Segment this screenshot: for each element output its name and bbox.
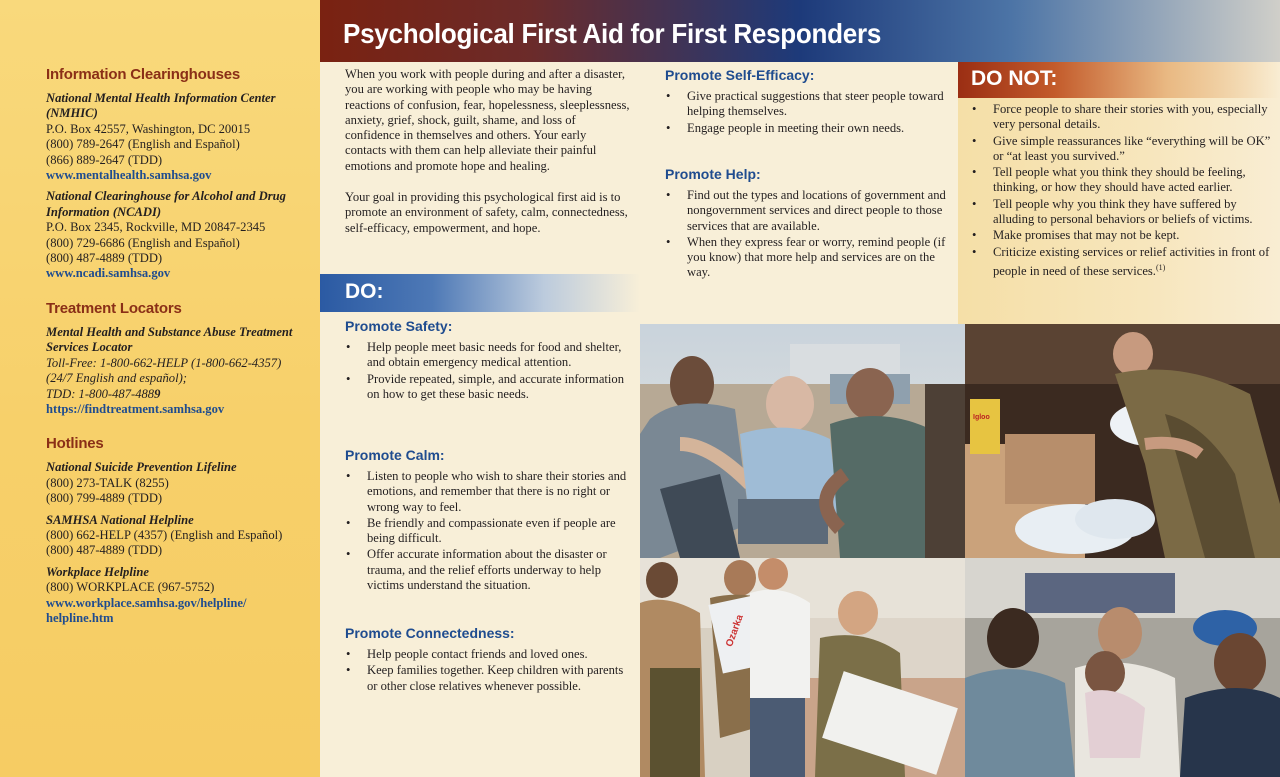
do-not-block xyxy=(971,102,1276,280)
section-title: Treatment Locators xyxy=(46,299,182,317)
footnote-marker: (1) xyxy=(1155,262,1166,272)
org-phone: (800) 789-2647 (English and Español) xyxy=(46,137,240,152)
list-item: • Be friendly and compassionate even if people are being difficult. xyxy=(345,516,635,547)
org-address: P.O. Box 2345, Rockville, MD 20847-2345 xyxy=(46,220,266,235)
do-column xyxy=(320,62,640,777)
org-phone: (800) 273-TALK (8255) xyxy=(46,475,169,490)
org-tdd: (800) 799-4889 (TDD) xyxy=(46,491,163,506)
list-item: • Make promises that may not be kept. xyxy=(971,228,1276,243)
do-not-heading: DO NOT: xyxy=(971,67,1058,90)
title-banner xyxy=(320,0,1280,62)
org-link[interactable]: https://findtreatment.samhsa.gov xyxy=(46,401,225,416)
bullet-list xyxy=(345,647,635,694)
org-name: Workplace Helpline xyxy=(46,564,149,579)
org-link[interactable]: www.ncadi.samhsa.gov xyxy=(46,266,171,281)
org-name: National Clearinghouse for Alcohol and Drug Information (NCADI) xyxy=(46,189,286,219)
hotlines-section xyxy=(46,435,302,626)
info-clearinghouses-section xyxy=(46,66,302,282)
suicide-lifeline-entry xyxy=(46,460,302,506)
list-item: • Engage people in meeting their own needs. xyxy=(665,121,950,136)
promote-connectedness-title: Promote Connectedness: xyxy=(345,625,515,641)
intro-paragraph: When you work with people during and after a disaster, you are working with people who may be having reactions of confusion, fear, hopelessness, sleeplessness, anxiety, grief, shock, guilt, shame, and loss of confidence in themselves and others. Your early contacts with them can help alleviate their painful emotions and promote hope and healing. xyxy=(345,67,630,173)
org-name: National Suicide Prevention Lifeline xyxy=(46,460,237,475)
org-link[interactable]: www.mentalhealth.samhsa.gov xyxy=(46,168,212,183)
org-tdd: (800) 487-4889 (TDD) xyxy=(46,251,163,266)
promote-safety-block xyxy=(345,318,635,403)
hours-line: (24/7 English and español); xyxy=(46,371,187,386)
cooler-brand-label: Igloo xyxy=(973,414,990,421)
tdd-line xyxy=(46,387,302,402)
org-phone: (800) 662-HELP (4357) (English and Español) xyxy=(46,527,283,542)
org-tdd: (866) 889-2647 (TDD) xyxy=(46,152,163,167)
promote-calm-title: Promote Calm: xyxy=(345,447,445,463)
do-heading-band xyxy=(320,274,640,312)
photo-family-support xyxy=(965,558,1280,777)
promote-calm-block xyxy=(345,447,635,594)
promote-self-efficacy-title: Promote Self-Efficacy: xyxy=(665,67,815,83)
workplace-helpline-entry xyxy=(46,565,302,627)
toll-free-line: Toll-Free: 1-800-662-HELP (1-800-662-4357) xyxy=(46,355,282,370)
list-item: • Tell people what you think they should be feeling, thinking, or how they should have acted earlier. xyxy=(971,165,1276,196)
list-item-text: Criticize existing services or relief activities in front of people in need of these services. xyxy=(993,244,1270,279)
org-phone: (800) 729-6686 (English and Español) xyxy=(46,235,240,250)
list-item: • Tell people why you think they have suffered by alluding to personal behaviors or beliefs of victims. xyxy=(971,197,1276,228)
list-item: • Help people contact friends and loved ones. xyxy=(345,647,635,662)
list-item xyxy=(971,245,1276,280)
list-item: • Give practical suggestions that steer people toward helping themselves. xyxy=(665,89,950,120)
list-item: • Help people meet basic needs for food and shelter, and obtain emergency medical attention. xyxy=(345,340,635,371)
org-link[interactable]: www.workplace.samhsa.gov/helpline/ helpline.htm xyxy=(46,595,247,625)
intro-paragraph: Your goal in providing this psychological first aid is to promote an environment of safety, calm, connectedness, self-efficacy, empowerment, and hope. xyxy=(345,190,628,235)
ncadi-entry xyxy=(46,189,302,281)
do-continued-column xyxy=(640,62,958,324)
photo-medical-care xyxy=(640,324,965,558)
water-brand-label: Ozarka xyxy=(724,613,746,649)
samhsa-helpline-entry xyxy=(46,513,302,559)
list-item: • Keep families together. Keep children with parents or other close relatives whenever possible. xyxy=(345,663,635,694)
tdd-number-end: 9 xyxy=(154,386,161,401)
list-item: • Give simple reassurances like “everything will be OK” or “at least you survived.” xyxy=(971,134,1276,165)
section-title: Information Clearinghouses xyxy=(46,66,240,83)
org-tdd: (800) 487-4889 (TDD) xyxy=(46,543,163,558)
do-not-column xyxy=(958,62,1280,324)
org-name: Mental Health and Substance Abuse Treatment Services Locator xyxy=(46,324,293,355)
org-name: National Mental Health Information Center (NMHIC) xyxy=(46,91,276,121)
section-title: Hotlines xyxy=(46,435,104,453)
bullet-list xyxy=(665,188,950,281)
bullet-list xyxy=(345,340,635,402)
promote-help-title: Promote Help: xyxy=(665,166,761,182)
photo-ice-distribution xyxy=(965,324,1280,558)
list-item: • When they express fear or worry, remind people (if you know) that more help and services are on the way. xyxy=(665,235,950,281)
bullet-list xyxy=(345,469,635,593)
list-item: • Force people to share their stories with you, especially very personal details. xyxy=(971,102,1276,133)
list-item: • Find out the types and locations of government and nongovernment services and direct people to those services that are available. xyxy=(665,188,950,234)
treatment-locators-section xyxy=(46,300,302,417)
list-item: • Offer accurate information about the disaster or trauma, and the relief efforts underway to help victims understand the situation. xyxy=(345,547,635,593)
org-address: P.O. Box 42557, Washington, DC 20015 xyxy=(46,121,251,136)
intro-text xyxy=(345,67,630,252)
promote-self-efficacy-block xyxy=(665,67,950,137)
tdd-number: TDD: 1-800-487-488 xyxy=(46,386,155,401)
list-item: • Listen to people who wish to share their stories and emotions, and remember that there is no right or wrong way to feel. xyxy=(345,469,635,515)
promote-help-block xyxy=(665,166,950,282)
photo-water-distribution xyxy=(640,558,965,777)
nmhic-entry xyxy=(46,91,302,183)
list-item: • Provide repeated, simple, and accurate information on how to get these basic needs. xyxy=(345,372,635,403)
bullet-list xyxy=(971,102,1276,279)
org-name: SAMHSA National Helpline xyxy=(46,512,194,527)
locator-entry xyxy=(46,325,302,417)
promote-safety-title: Promote Safety: xyxy=(345,318,453,334)
do-not-heading-band xyxy=(958,62,1280,98)
bullet-list xyxy=(665,89,950,136)
page-title: Psychological First Aid for First Responders xyxy=(343,18,882,49)
resources-sidebar xyxy=(0,0,320,777)
do-heading: DO: xyxy=(345,280,384,303)
org-phone: (800) WORKPLACE (967-5752) xyxy=(46,580,215,595)
promote-connectedness-block xyxy=(345,625,635,695)
